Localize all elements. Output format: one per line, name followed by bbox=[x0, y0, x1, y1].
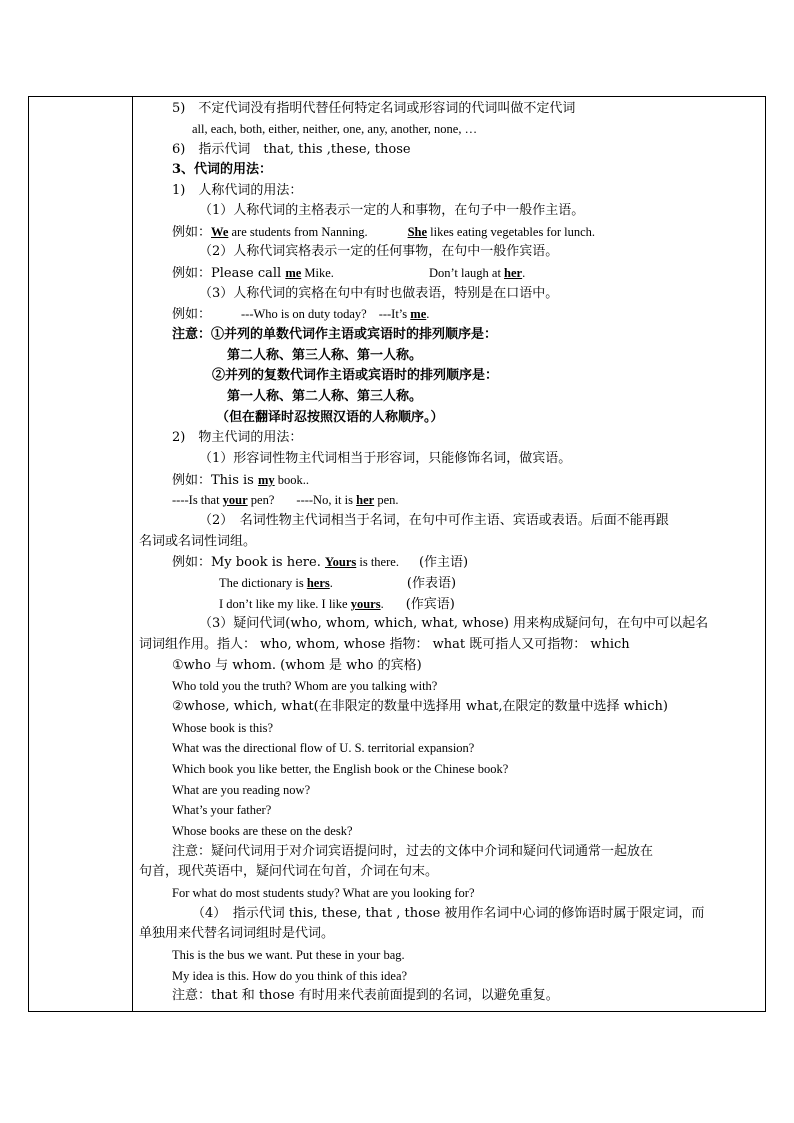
text-line: This is the bus we want. Put these in your bag. bbox=[172, 948, 405, 962]
text-line: 句首，现代英语中，疑问代词在句首，介词在句末。 bbox=[139, 864, 439, 879]
example-line: 例如：We are students from Nanning. She likes eating vegetables for lunch. bbox=[172, 225, 596, 240]
note-line: （但在翻译时忍按照汉语的人称顺序。） bbox=[216, 410, 444, 425]
text-line: Which book you like better, the English book or the Chinese book? bbox=[172, 762, 509, 776]
text-line: Whose books are these on the desk? bbox=[172, 824, 353, 838]
text-line: 名词或名词性词组。 bbox=[139, 534, 257, 549]
example-line: ----Is that your pen? ----No, it is her pen. bbox=[172, 493, 399, 507]
example-line: I don’t like my like. I like yours. (作宾语) bbox=[219, 597, 455, 612]
text-line: all, each, both, either, neither, one, any, another, none, … bbox=[192, 122, 478, 136]
text-line: Whose book is this? bbox=[172, 721, 274, 735]
example-line: 例如： ---Who is on duty today? ---It’s me. bbox=[172, 307, 430, 322]
text-line: ①who 与 whom. (whom 是 who 的宾格) bbox=[172, 658, 422, 673]
text-line: （1）人称代词的主格表示一定的人和事物，在句子中一般作主语。 bbox=[199, 203, 585, 218]
text-line: （4） 指示代词 this, these, that , those 被用作名词中心词的修饰语时属于限定词，而 bbox=[192, 906, 705, 921]
note-line: 注意：①并列的单数代词作主语或宾语时的排列顺序是： bbox=[172, 327, 498, 342]
column-divider bbox=[132, 97, 133, 1011]
section-heading: 3、代词的用法： bbox=[172, 162, 273, 177]
text-line: ②whose, which, what(在非限定的数量中选择用 what,在限定的数量中选择 which) bbox=[172, 699, 668, 714]
text-line: （2）人称代词宾格表示一定的任何事物，在句中一般作宾语。 bbox=[199, 244, 559, 259]
note-line: ②并列的复数代词作主语或宾语时的排列顺序是： bbox=[212, 368, 499, 383]
text-line: （3）人称代词的宾格在句中有时也做表语，特别是在口语中。 bbox=[199, 286, 559, 301]
example-line: 例如：My book is here. Yours is there. (作主语) bbox=[172, 555, 469, 570]
text-line: （3）疑问代词(who, whom, which, what, whose) 用来构成疑问句，在句中可以起名 bbox=[199, 616, 709, 631]
text-line: 1) 人称代词的用法： bbox=[172, 183, 303, 198]
text-line: 5) 不定代词没有指明代替任何特定名词或形容词的代词叫做不定代词 bbox=[172, 101, 576, 116]
text-line: 2) 物主代词的用法： bbox=[172, 430, 303, 445]
text-line: Who told you the truth? Whom are you talking with? bbox=[172, 679, 438, 693]
text-line: 注意：疑问代词用于对介词宾语提问时，过去的文体中介词和疑问代词通常一起放在 bbox=[172, 844, 654, 859]
text-line: 6) 指示代词 that, this ,these, those bbox=[172, 142, 411, 157]
example-line: 例如：Please call me Mike. Don’t laugh at her. bbox=[172, 266, 526, 281]
note-line: 第二人称、第三人称、第一人称。 bbox=[227, 348, 423, 363]
text-line: What was the directional flow of U. S. territorial expansion? bbox=[172, 741, 475, 755]
text-line: （2） 名词性物主代词相当于名词，在句中可作主语、宾语或表语。后面不能再跟 bbox=[199, 513, 669, 528]
text-line: What’s your father? bbox=[172, 803, 272, 817]
text-line: 单独用来代替名词词组时是代词。 bbox=[139, 926, 335, 941]
text-line: （1）形容词性物主代词相当于形容词，只能修饰名词，做宾语。 bbox=[199, 451, 572, 466]
example-line: The dictionary is hers. (作表语) bbox=[219, 576, 457, 591]
text-line: For what do most students study? What are you looking for? bbox=[172, 886, 475, 900]
text-line: What are you reading now? bbox=[172, 783, 311, 797]
text-line: 词词组作用。指人： who, whom, whose 指物： what 既可指人又可指物： which bbox=[139, 637, 630, 652]
text-line: 注意：that 和 those 有时用来代表前面提到的名词，以避免重复。 bbox=[172, 988, 559, 1003]
text-line: My idea is this. How do you think of this idea? bbox=[172, 969, 408, 983]
document-table bbox=[28, 96, 766, 1012]
example-line: 例如：This is my book.. bbox=[172, 473, 310, 488]
note-line: 第一人称、第二人称、第三人称。 bbox=[227, 389, 423, 404]
